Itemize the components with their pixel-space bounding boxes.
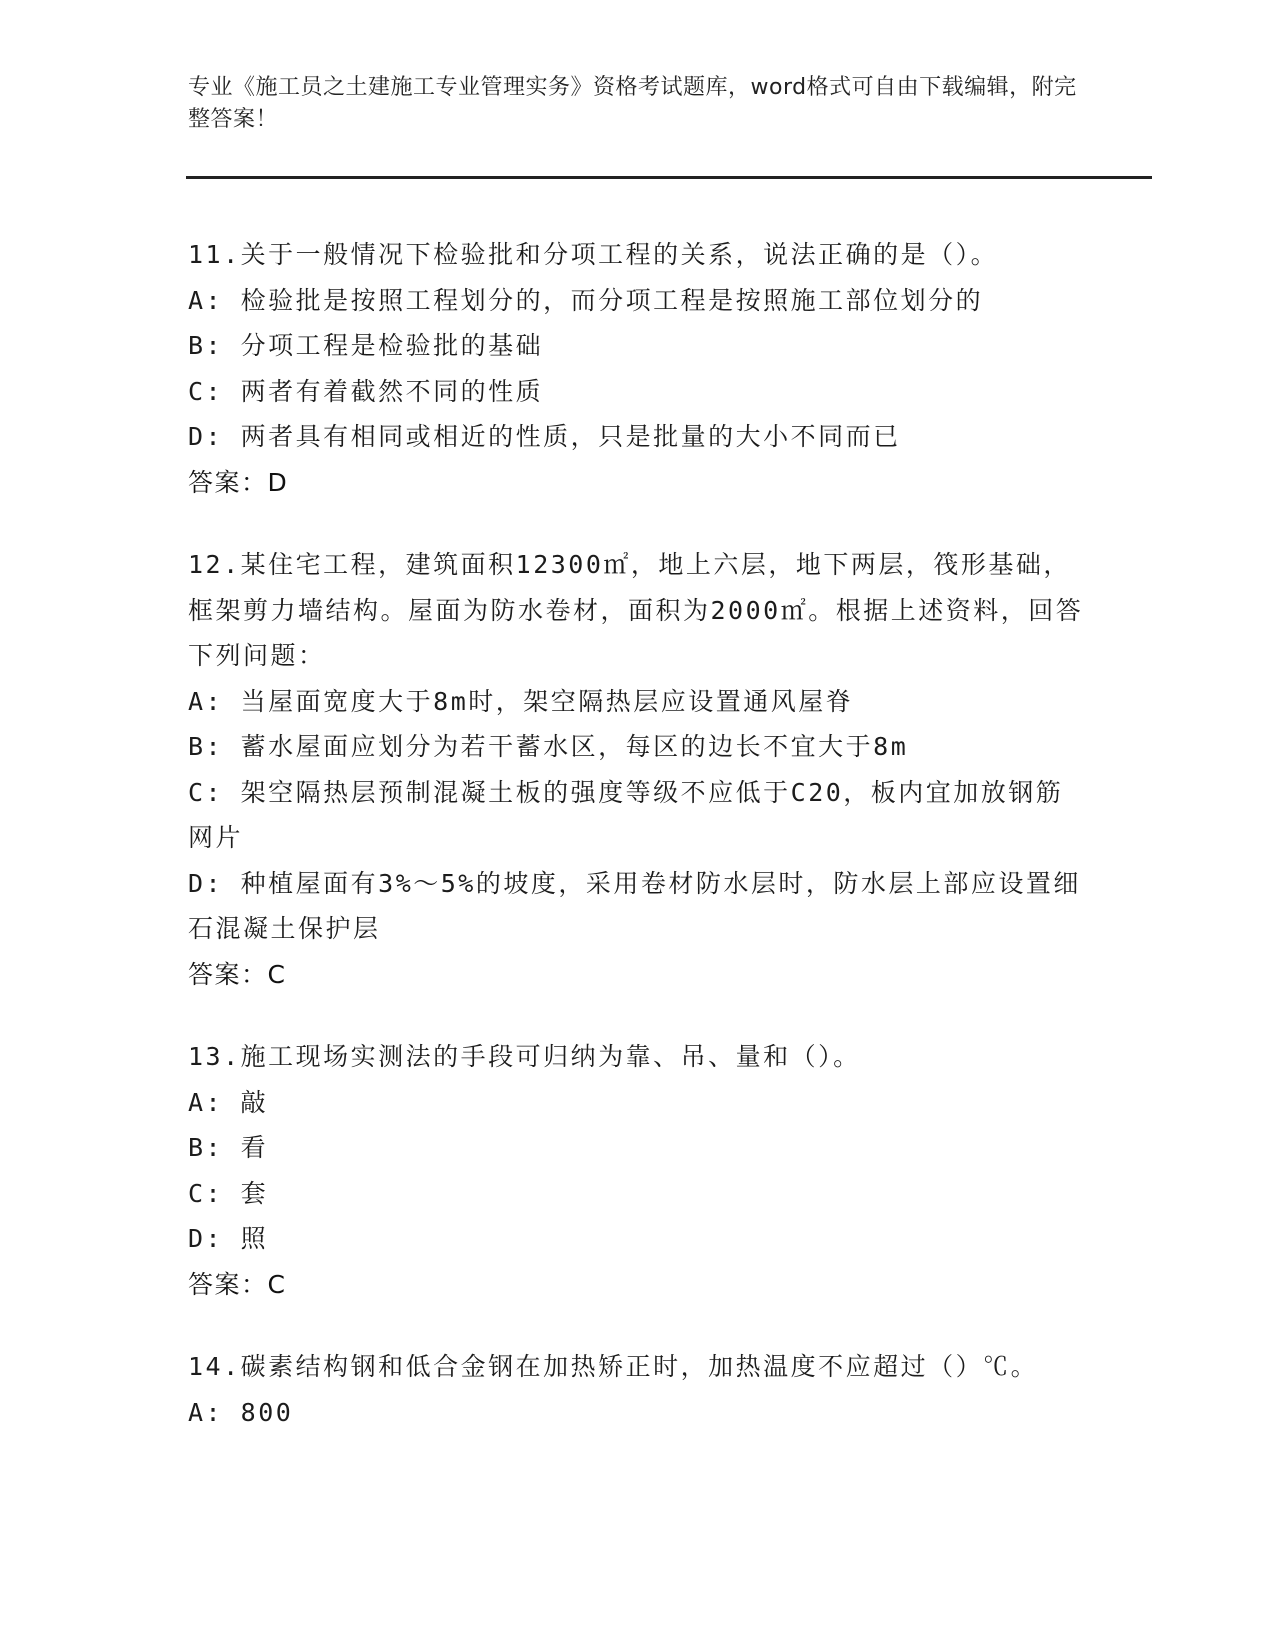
question-11 — [188, 232, 1088, 505]
question-stem: 11.关于一般情况下检验批和分项工程的关系，说法正确的是（）。 — [188, 240, 999, 269]
question-12 — [188, 542, 1088, 997]
question-stem: 14.碳素结构钢和低合金钢在加热矫正时，加热温度不应超过（）℃。 — [188, 1352, 1039, 1381]
question-13 — [188, 1034, 1088, 1307]
option-c: C: 架空隔热层预制混凝土板的强度等级不应低于C20，板内宜加放钢筋网片 — [188, 777, 1064, 852]
option-a: A: 敲 — [188, 1087, 269, 1117]
question-stem: 13.施工现场实测法的手段可归纳为靠、吊、量和（）。 — [188, 1042, 861, 1071]
option-d: D: 两者具有相同或相近的性质，只是批量的大小不同而已 — [188, 422, 901, 451]
header-divider — [186, 176, 1152, 179]
option-d: D: 种植屋面有3%～5%的坡度，采用卷材防水层时，防水层上部应设置细石混凝土保护层 — [188, 868, 1081, 943]
option-d: D: 照 — [188, 1224, 269, 1253]
option-a: A: 当屋面宽度大于8m时，架空隔热层应设置通风屋脊 — [188, 686, 854, 716]
question-14 — [188, 1344, 1088, 1435]
option-b: B: 看 — [188, 1133, 269, 1162]
option-c: C: 两者有着截然不同的性质 — [188, 376, 544, 406]
option-a: A: 检验批是按照工程划分的，而分项工程是按照施工部位划分的 — [188, 285, 984, 315]
answer-line: 答案：C — [188, 1269, 287, 1299]
answer-line: 答案：C — [188, 959, 287, 989]
option-b: B: 蓄水屋面应划分为若干蓄水区，每区的边长不宜大于8m — [188, 732, 909, 761]
option-a: A: 800 — [188, 1397, 294, 1427]
question-list — [188, 232, 1088, 1472]
option-c: C: 套 — [188, 1178, 269, 1208]
answer-line: 答案：D — [188, 467, 289, 497]
document-header: 专业《施工员之土建施工专业管理实务》资格考试题库，word格式可自由下载编辑，附完整答案！ — [188, 75, 1077, 132]
question-stem: 12.某住宅工程，建筑面积12300㎡，地上六层，地下两层，筏形基础，框架剪力墙结构。屋面为防水卷材，面积为2000㎡。根据上述资料，回答下列问题： — [188, 550, 1084, 670]
option-b: B: 分项工程是检验批的基础 — [188, 331, 544, 360]
